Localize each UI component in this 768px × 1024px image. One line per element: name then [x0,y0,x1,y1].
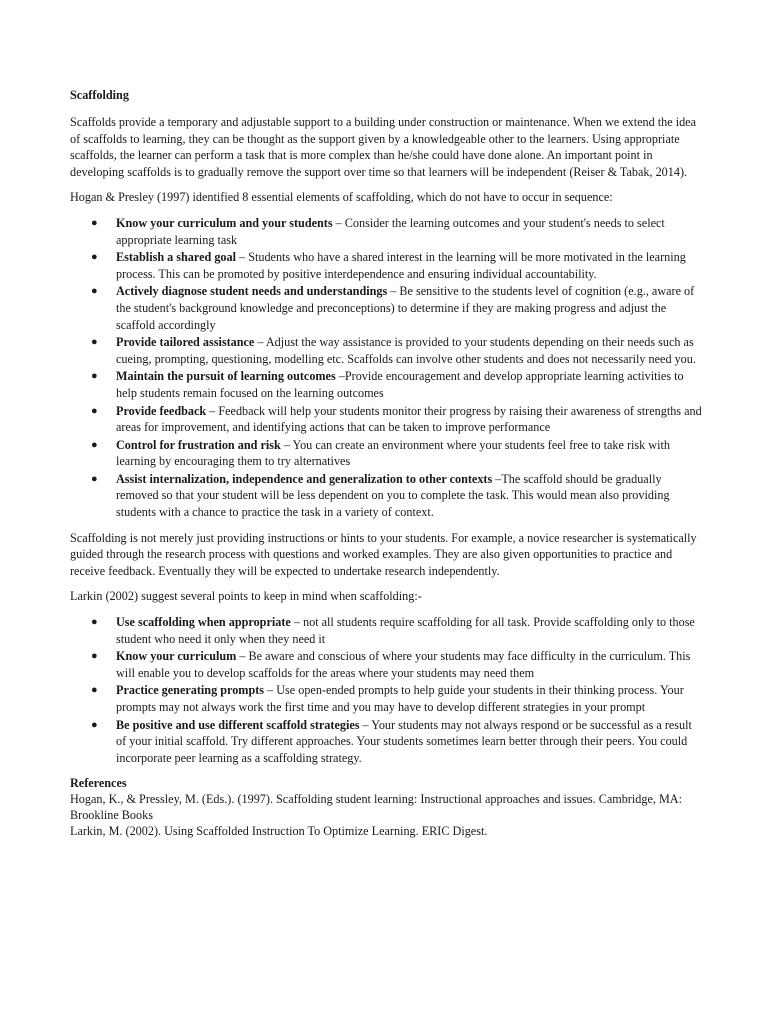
bullet-icon: ● [91,718,98,731]
item-term: Use scaffolding when appropriate [116,615,291,630]
item-text: – You can create an environment where your students feel free to take risk with learning by encouraging them to try alternatives [116,437,670,469]
list-item [70,648,702,681]
item-term: Know your curriculum and your students [116,215,333,230]
item-text: – Your students may not always respond or be successful as a result of your initial scaffold. Try different approaches. Your students sometimes learn better through their peers. You could incorporate peer learning as a scaffolding strategy. [116,717,692,765]
item-term: Provide feedback [116,403,207,418]
item-term: Actively diagnose student needs and understandings [116,284,388,299]
list-item [70,334,702,367]
item-term: Practice generating prompts [116,683,265,698]
bullet-icon: ● [91,684,98,697]
list-item [70,283,702,333]
item-text: – Consider the learning outcomes and your student's needs to select appropriate learning task [116,215,665,247]
bullet-icon: ● [91,472,98,485]
middle-paragraph: Scaffolding is not merely just providing instructions or hints to your students. For example, a novice researcher is systematically guided through the research process with questions and worked examples. They are also given opportunities to practice and receive feedback. Eventually they will be expected to undertake research independently. [70,530,697,578]
document-title: Scaffolding [70,88,129,102]
elements-list [70,215,702,521]
item-text: – Feedback will help your students monitor their progress by raising their awareness of strengths and areas for improvement, and identifying actions that can be taken to improve performance [116,403,702,435]
item-term: Assist internalization, independence and generalization to other contexts [116,471,493,486]
item-text: – Adjust the way assistance is provided to your students depending on their needs such as cueing, prompting, questioning, modelling etc. Scaffolds can involve other students and does not necessarily need you. [116,335,696,366]
references-section [70,775,702,839]
item-text: – Be sensitive to the students level of cognition (e.g., aware of the student's background knowledge and preconceptions) to determine if they are making progress and adjust the scaffold accordingly [116,284,695,332]
list-item [70,471,702,521]
item-text: – Be aware and conscious of where your students may face difficulty in the curriculum. This will enable you to develop scaffolds for the areas where your students may need them [116,649,691,680]
bullet-icon: ● [91,285,98,298]
item-term: Establish a shared goal [116,250,236,265]
item-term: Be positive and use different scaffold strategies [116,717,360,732]
list-item [70,249,702,282]
item-text: – not all students require scaffolding for all task. Provide scaffolding only to those student who need it only when they need it [116,615,695,646]
bullet-icon: ● [91,336,98,349]
item-text: –The scaffold should be gradually removed so that your student will be less dependent on you to complete the task. This would mean also providing students with a chance to practice the task in a variety of context. [116,471,670,520]
bullet-icon: ● [91,404,98,417]
item-text: – Students who have a shared interest in the learning will be more motivated in the learning process. This can be promoted by positive interdependence and ensuring individual accountability. [116,250,686,281]
item-term: Provide tailored assistance [116,335,255,350]
references-heading: References [70,776,127,791]
item-term: Control for frustration and risk [116,437,281,452]
points-list [70,614,702,766]
larkin-intro: Larkin (2002) suggest several points to keep in mind when scaffolding:- [70,589,422,604]
reference-entry: Larkin, M. (2002). Using Scaffolded Instruction To Optimize Learning. ERIC Digest. [70,824,488,839]
bullet-icon: ● [91,616,98,629]
bullet-icon: ● [91,216,98,229]
item-term: Maintain the pursuit of learning outcomes [116,369,336,384]
bullet-icon: ● [91,650,98,663]
list-item [70,215,702,248]
list-item [70,368,702,401]
item-text: – Use open-ended prompts to help guide your students in their thinking process. Your prompts may not always work the first time and you may have to develop different strategies in your prompt [116,683,684,714]
list-item [70,682,702,715]
list-item [70,437,702,470]
bullet-icon: ● [91,438,98,451]
item-text: –Provide encouragement and develop appropriate learning activities to help students remain focused on the learning outcomes [116,369,684,400]
reference-entry: Hogan, K., & Pressley, M. (Eds.). (1997). Scaffolding student learning: Instructional approaches and issues. Cambridge, MA: Brookline Books [70,792,682,823]
intro-paragraph: Scaffolds provide a temporary and adjustable support to a building under construction or maintenance. When we extend the idea of scaffolds to learning, they can be thought as the support given by a knowledgeable other to the learners. Using appropriate scaffolds, the learner can perform a task that is more complex than he/she could have done alone. An important point in developing scaffolds is to gradually remove the support over time so that learners will be independent (Reiser & Tabak, 2014). [70,115,697,179]
bullet-icon: ● [91,251,98,264]
item-term: Know your curriculum [116,649,237,664]
list-item [70,614,702,647]
list-item [70,717,702,767]
hogan-intro: Hogan & Presley (1997) identified 8 essential elements of scaffolding, which do not have to occur in sequence: [70,190,613,205]
bullet-icon: ● [91,370,98,383]
list-item [70,403,702,436]
